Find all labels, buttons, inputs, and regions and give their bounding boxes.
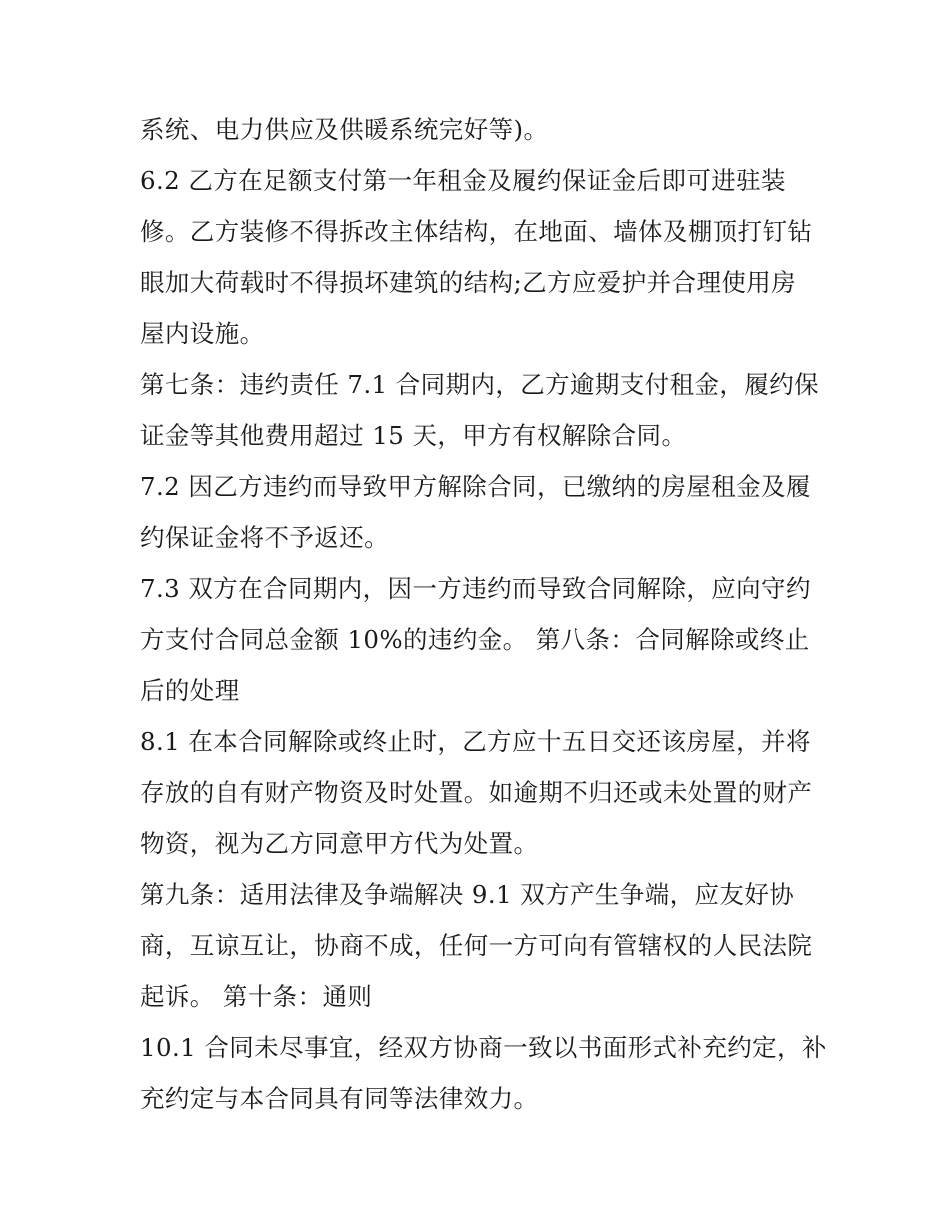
text-line: 修。乙方装修不得拆改主体结构，在地面、墙体及棚顶打钉钻 — [140, 217, 813, 246]
text-line: 8.1 在本合同解除或终止时，乙方应十五日交还该房屋，并将 — [140, 727, 811, 756]
text-line: 7.3 双方在合同期内，因一方违约而导致合同解除，应向守约 — [140, 574, 811, 603]
text-line: 10.1 合同未尽事宜，经双方协商一致以书面形式补充约定，补 — [140, 1033, 827, 1062]
text-line: 约保证金将不予返还。 — [140, 523, 389, 552]
text-line: 方支付合同总金额 10%的违约金。 第八条：合同解除或终止 — [140, 625, 810, 654]
text-line: 商，互谅互让，协商不成，任何一方可向有管辖权的人民法院 — [140, 931, 813, 960]
text-line: 后的处理 — [140, 676, 240, 705]
text-line: 物资，视为乙方同意甲方代为处置。 — [140, 829, 539, 858]
document-body — [140, 104, 830, 1124]
text-line: 证金等其他费用超过 15 天，甲方有权解除合同。 — [140, 421, 687, 450]
text-line: 起诉。 第十条：通则 — [140, 982, 373, 1011]
text-line: 充约定与本合同具有同等法律效力。 — [140, 1084, 539, 1113]
text-line: 7.2 因乙方违约而导致甲方解除合同，已缴纳的房屋租金及履 — [140, 472, 811, 501]
text-line: 眼加大荷载时不得损坏建筑的结构;乙方应爱护并合理使用房 — [140, 268, 797, 297]
text-line: 6.2 乙方在足额支付第一年租金及履约保证金后即可进驻装 — [140, 166, 786, 195]
text-line: 系统、电力供应及供暖系统完好等)。 — [140, 115, 549, 144]
text-line: 屋内设施。 — [140, 319, 265, 348]
text-line: 第七条：违约责任 7.1 合同期内，乙方逾期支付租金，履约保 — [140, 370, 820, 399]
text-line: 第九条：适用法律及争端解决 9.1 双方产生争端，应友好协 — [140, 880, 795, 909]
text-line: 存放的自有财产物资及时处置。如逾期不归还或未处置的财产 — [140, 778, 813, 807]
